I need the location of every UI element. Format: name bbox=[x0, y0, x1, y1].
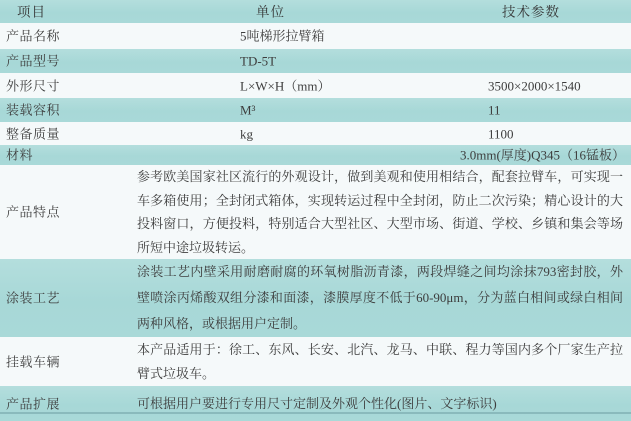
row-value: 1100 bbox=[488, 126, 514, 141]
table-row-product-extension bbox=[0, 386, 631, 421]
header-unit: 单位 bbox=[256, 4, 285, 19]
row-label: 涂装工艺 bbox=[6, 290, 61, 306]
row-label: 整备质量 bbox=[6, 126, 61, 141]
row-description: 参考欧美国家社区流行的外观设计，做到美观和使用相结合，配套拉臂车，可实现一车多箱使用；全封闭式箱体，实现转运过程中全封闭，防止二次污染；精心设计的大投料窗口，方便投料，特别适合大型社区、大型市场、街道、学校、乡镇和集会等场所短中途垃圾转运。 bbox=[137, 169, 623, 255]
table-row-dimensions bbox=[0, 73, 631, 98]
row-label: 产品型号 bbox=[6, 53, 61, 69]
row-value: 11 bbox=[488, 102, 501, 118]
row-label: 外形尺寸 bbox=[6, 78, 61, 93]
row-value: 3500×2000×1540 bbox=[488, 78, 581, 93]
row-value: 3.0mm(厚度)Q345（16锰板） bbox=[460, 147, 626, 163]
table-row-material bbox=[0, 145, 631, 165]
row-unit: M³ bbox=[240, 102, 256, 118]
row-label: 装载容积 bbox=[6, 102, 61, 118]
header-params: 技术参数 bbox=[502, 4, 560, 19]
row-value: TD-5T bbox=[240, 53, 277, 69]
table-row-product-model bbox=[0, 49, 631, 73]
row-label: 产品扩展 bbox=[6, 396, 61, 411]
table-row-product-name bbox=[0, 23, 631, 49]
row-unit: L×W×H（mm） bbox=[240, 78, 331, 93]
row-value: 5吨梯形拉臂箱 bbox=[240, 28, 325, 44]
row-label: 材料 bbox=[6, 147, 34, 163]
table-bottom-border bbox=[0, 412, 631, 414]
table-row-curb-weight bbox=[0, 122, 631, 145]
row-description: 可根据用户要进行专用尺寸定制及外观个性化(图片、文字标识) bbox=[137, 395, 497, 411]
row-description: 本产品适用于：徐工、东风、长安、北汽、龙马、中联、程力等国内多个厂家生产拉臂式垃圾车。 bbox=[137, 341, 623, 381]
row-label: 产品特点 bbox=[6, 204, 61, 220]
row-label: 产品名称 bbox=[6, 28, 61, 44]
table-row-painting-process bbox=[0, 259, 631, 337]
table-header-row bbox=[0, 0, 631, 23]
row-unit: kg bbox=[240, 126, 253, 141]
header-item: 项目 bbox=[17, 4, 46, 19]
table-row-features bbox=[0, 165, 631, 259]
table-row-mounting-vehicles bbox=[0, 337, 631, 386]
row-label: 挂载车辆 bbox=[6, 354, 61, 369]
row-description: 涂装工艺内壁采用耐磨耐腐的环氧树脂沥青漆，两段焊缝之间均涂抹793密封胶，外壁喷涂丙烯酸双组分漆和面漆，漆膜厚度不低于60-90μm，分为蓝白相间或绿白相间两种风格，或根据用户定制。 bbox=[137, 264, 623, 331]
table-row-loading-volume bbox=[0, 98, 631, 122]
